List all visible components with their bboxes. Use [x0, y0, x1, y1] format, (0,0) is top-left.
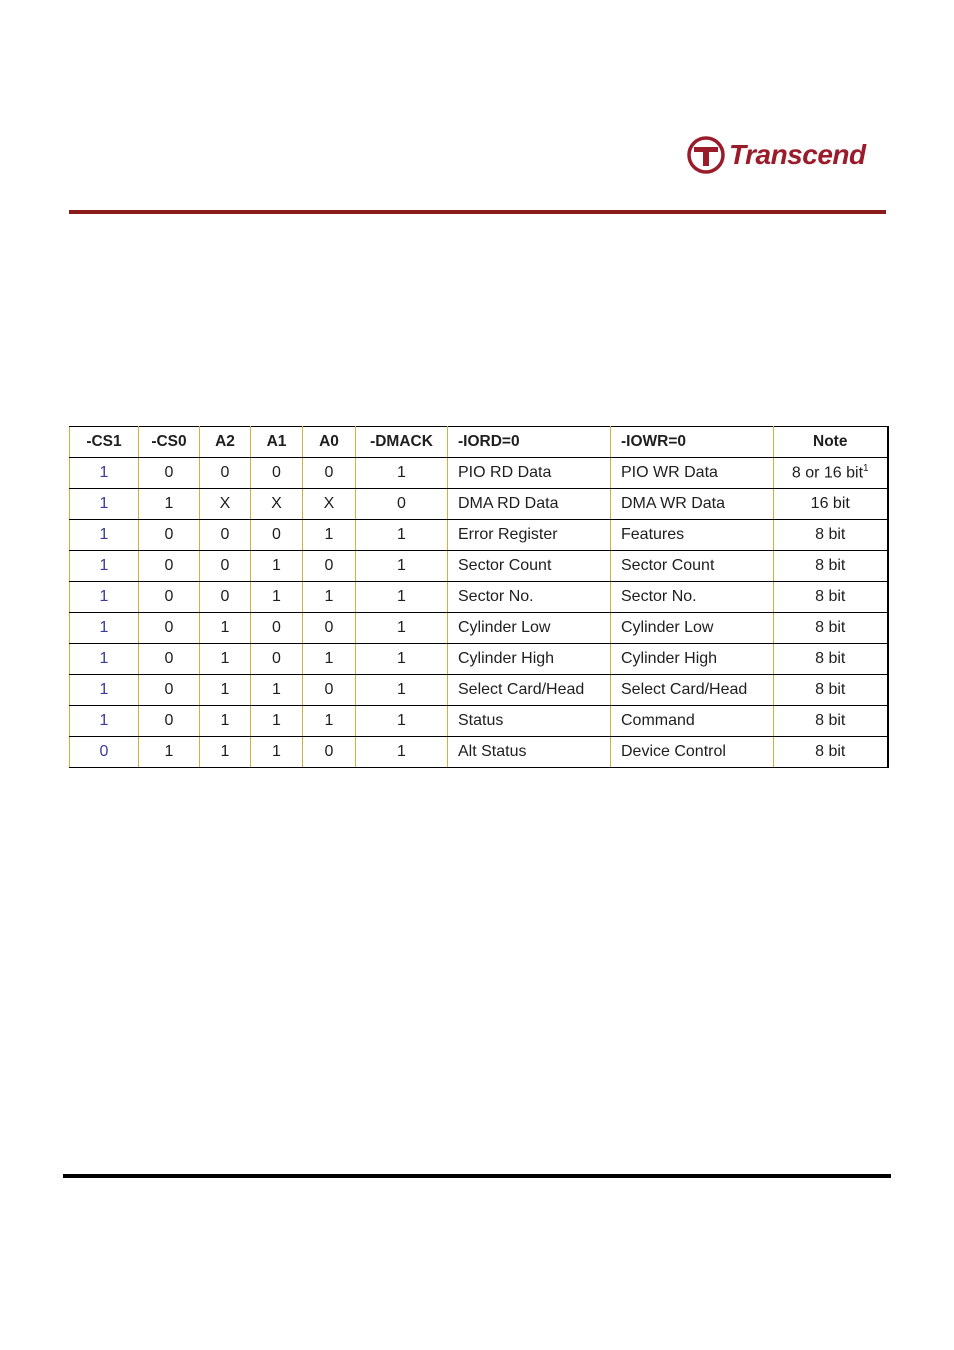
dmack-cell: 0	[356, 489, 448, 520]
iord-cell: Status	[448, 706, 611, 737]
a1-cell: 1	[251, 737, 303, 768]
a2-cell: 0	[200, 458, 251, 489]
note-cell	[774, 613, 888, 644]
iowr-cell: Cylinder High	[611, 644, 774, 675]
dmack-cell: 1	[356, 706, 448, 737]
a0-cell: 0	[303, 551, 356, 582]
table-row	[70, 458, 888, 489]
table-row	[70, 675, 888, 706]
dmack-cell: 1	[356, 613, 448, 644]
header-iord: -IORD=0	[448, 427, 611, 458]
note-cell	[774, 675, 888, 706]
note-text: 8 bit	[815, 619, 846, 636]
a2-cell: 1	[200, 675, 251, 706]
table-row	[70, 551, 888, 582]
iord-cell: Sector No.	[448, 582, 611, 613]
table-row	[70, 644, 888, 675]
a0-cell: 0	[303, 613, 356, 644]
iowr-cell: PIO WR Data	[611, 458, 774, 489]
a1-cell: 1	[251, 706, 303, 737]
a2-cell: 0	[200, 582, 251, 613]
table-header-row	[70, 427, 888, 458]
note-text: 8 bit	[815, 588, 846, 605]
cs0-cell: 0	[139, 582, 200, 613]
cs0-cell: 0	[139, 551, 200, 582]
header-a2: A2	[200, 427, 251, 458]
a1-cell: 1	[251, 675, 303, 706]
header-divider	[69, 210, 886, 214]
dmack-cell: 1	[356, 458, 448, 489]
note-text: 8 bit	[815, 681, 846, 698]
a2-cell: X	[200, 489, 251, 520]
a0-cell: 1	[303, 644, 356, 675]
iowr-cell: Device Control	[611, 737, 774, 768]
a0-cell: 0	[303, 737, 356, 768]
transcend-logo	[686, 134, 866, 176]
note-cell	[774, 644, 888, 675]
note-cell	[774, 489, 888, 520]
table-row	[70, 489, 888, 520]
cs1-cell: 1	[70, 458, 139, 489]
note-cell	[774, 737, 888, 768]
header-a1: A1	[251, 427, 303, 458]
cs1-cell: 1	[70, 520, 139, 551]
note-text: 8 or 16 bit	[791, 464, 864, 482]
a0-cell: 1	[303, 520, 356, 551]
cs1-cell: 1	[70, 489, 139, 520]
a2-cell: 1	[200, 613, 251, 644]
note-text: 16 bit	[810, 495, 850, 512]
dmack-cell: 1	[356, 644, 448, 675]
a0-cell: 0	[303, 458, 356, 489]
table-body	[70, 458, 888, 768]
a2-cell: 0	[200, 520, 251, 551]
cs1-cell: 1	[70, 675, 139, 706]
register-table	[69, 426, 889, 768]
cs1-cell: 0	[70, 737, 139, 768]
dmack-cell: 1	[356, 582, 448, 613]
a0-cell: 1	[303, 582, 356, 613]
cs1-cell: 1	[70, 644, 139, 675]
note-text: 8 bit	[815, 712, 846, 729]
a1-cell: X	[251, 489, 303, 520]
cs0-cell: 0	[139, 675, 200, 706]
iord-cell: Alt Status	[448, 737, 611, 768]
a2-cell: 1	[200, 706, 251, 737]
a0-cell: X	[303, 489, 356, 520]
note-text: 8 bit	[815, 557, 846, 574]
iowr-cell: Select Card/Head	[611, 675, 774, 706]
iord-cell: Cylinder Low	[448, 613, 611, 644]
header-a0: A0	[303, 427, 356, 458]
note-cell	[774, 582, 888, 613]
cs0-cell: 0	[139, 458, 200, 489]
cs0-cell: 1	[139, 489, 200, 520]
note-text: 8 bit	[815, 650, 846, 667]
iowr-cell: Sector Count	[611, 551, 774, 582]
header-iowr: -IOWR=0	[611, 427, 774, 458]
header-note: Note	[774, 427, 888, 458]
note-text: 8 bit	[815, 526, 846, 543]
table-row	[70, 613, 888, 644]
table-row	[70, 520, 888, 551]
table-row	[70, 582, 888, 613]
iowr-cell: Features	[611, 520, 774, 551]
a0-cell: 0	[303, 675, 356, 706]
transcend-logo-mark-icon	[686, 135, 726, 175]
table-row	[70, 706, 888, 737]
header-cs0: -CS0	[139, 427, 200, 458]
iord-cell: Error Register	[448, 520, 611, 551]
note-cell	[774, 520, 888, 551]
dmack-cell: 1	[356, 520, 448, 551]
a1-cell: 0	[251, 458, 303, 489]
a1-cell: 1	[251, 582, 303, 613]
brand-name: Transcend	[729, 139, 866, 170]
note-footnote-marker: 1	[863, 463, 869, 475]
note-cell	[774, 706, 888, 737]
iord-cell: Select Card/Head	[448, 675, 611, 706]
a1-cell: 0	[251, 520, 303, 551]
table-row	[70, 737, 888, 768]
cs0-cell: 0	[139, 706, 200, 737]
dmack-cell: 1	[356, 675, 448, 706]
a2-cell: 1	[200, 644, 251, 675]
a2-cell: 1	[200, 737, 251, 768]
cs0-cell: 0	[139, 520, 200, 551]
note-cell	[774, 551, 888, 582]
iord-cell: Cylinder High	[448, 644, 611, 675]
a0-cell: 1	[303, 706, 356, 737]
iowr-cell: Cylinder Low	[611, 613, 774, 644]
cs0-cell: 0	[139, 644, 200, 675]
note-cell	[774, 458, 888, 489]
iowr-cell: Sector No.	[611, 582, 774, 613]
note-text: 8 bit	[815, 743, 846, 760]
footer-divider	[63, 1174, 891, 1178]
iord-cell: PIO RD Data	[448, 458, 611, 489]
iord-cell: Sector Count	[448, 551, 611, 582]
cs1-cell: 1	[70, 613, 139, 644]
cs1-cell: 1	[70, 551, 139, 582]
iord-cell: DMA RD Data	[448, 489, 611, 520]
header-dmack: -DMACK	[356, 427, 448, 458]
a1-cell: 0	[251, 613, 303, 644]
dmack-cell: 1	[356, 551, 448, 582]
iowr-cell: Command	[611, 706, 774, 737]
a1-cell: 0	[251, 644, 303, 675]
cs1-cell: 1	[70, 706, 139, 737]
cs0-cell: 0	[139, 613, 200, 644]
iowr-cell: DMA WR Data	[611, 489, 774, 520]
dmack-cell: 1	[356, 737, 448, 768]
cs0-cell: 1	[139, 737, 200, 768]
a1-cell: 1	[251, 551, 303, 582]
cs1-cell: 1	[70, 582, 139, 613]
header-cs1: -CS1	[70, 427, 139, 458]
a2-cell: 0	[200, 551, 251, 582]
